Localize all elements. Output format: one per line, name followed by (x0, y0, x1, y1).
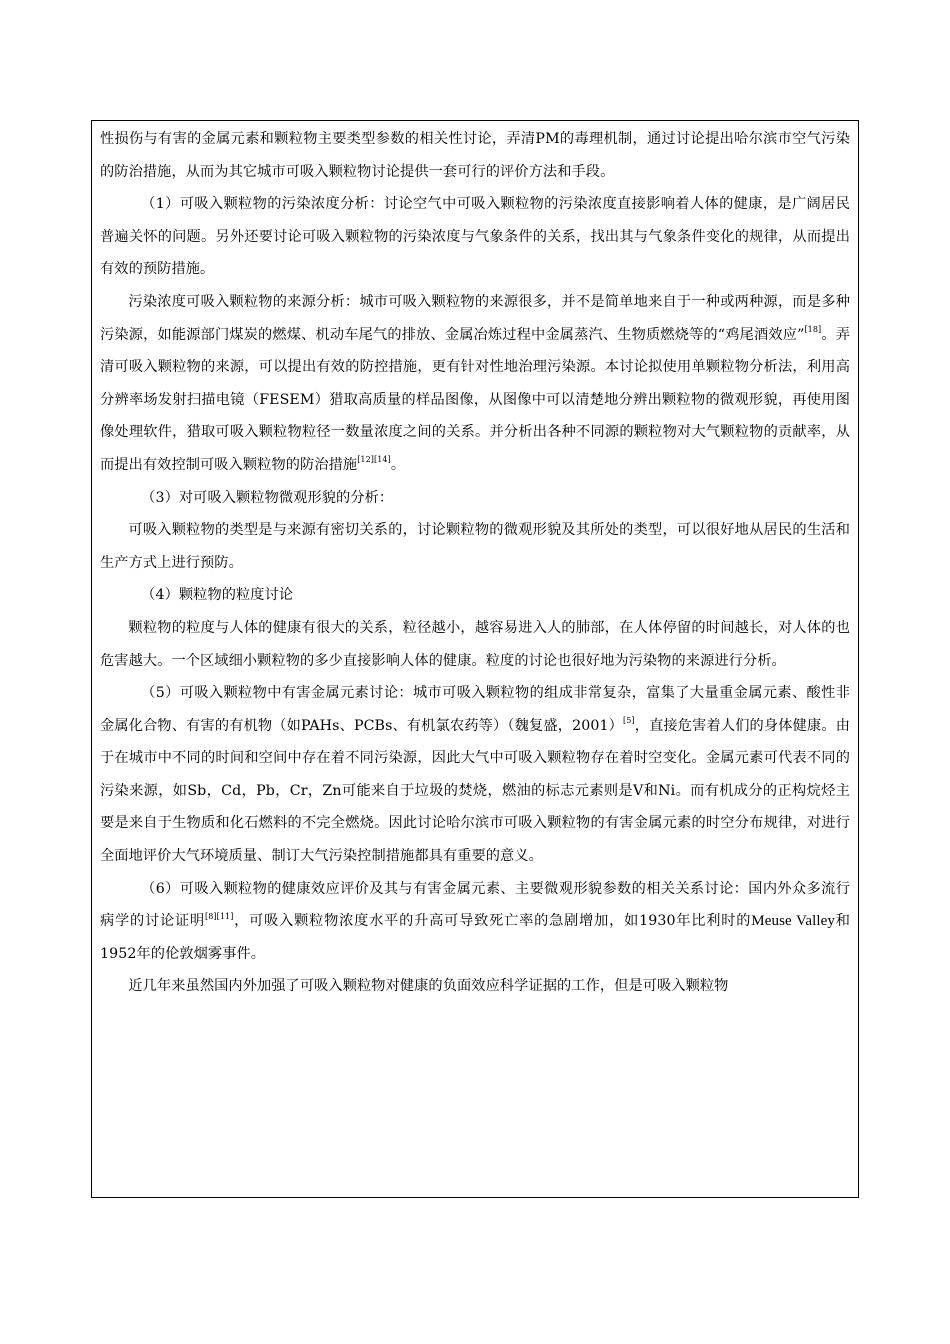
document-body (100, 123, 850, 1003)
meuse-valley-text: Meuse Valley (751, 913, 835, 930)
heading-3-morphology: （3）对可吸入颗粒物微观形貌的分析： (141, 489, 394, 506)
citation-8: [8] (204, 911, 217, 921)
paragraph-source-analysis (100, 286, 850, 482)
health-effects-text-a: （6）可吸入颗粒物的健康效应评价及其与有害金属元素、主要微观形貌参数的相关关系讨论：国内外众多流行病学的讨论证明 (100, 880, 850, 930)
citation-18: [18] (804, 324, 822, 334)
health-effects-text-c: 和1952年的伦敦烟雾事件。 (100, 913, 850, 962)
citation-5: [5] (623, 715, 635, 725)
metal-elements-text-a: （5）可吸入颗粒物中有害金属元素讨论：城市可吸入颗粒物的组成非常复杂，富集了大量重金属元素、酸性非金属化合物、有害的有机物（如PAHs、PCBs、有机氯农药等）（魏复盛，2001） (100, 685, 850, 734)
health-effects-text-b: ，可吸入颗粒物浓度水平的升高可导致死亡率的急剧增加，如1930年比利时的 (233, 913, 752, 930)
paragraph-3-morphology: 可吸入颗粒物的类型是与来源有密切关系的，讨论颗粒物的微观形貌及其所处的类型，可以很好地从居民的生活和生产方式上进行预防。 (100, 522, 850, 571)
citation-12: [12] (357, 455, 375, 465)
document-table-frame (91, 120, 859, 1198)
paragraph-5-metal-elements (100, 677, 850, 873)
paragraph-6-health-effects (100, 873, 850, 971)
paragraph-4-particle-size: 颗粒物的粒度与人体的健康有很大的关系，粒径越小，越容易进入人的肺部，在人体停留的时间越长，对人体的也危害越大。一个区域细小颗粒物的多少直接影响人体的健康。粒度的讨论也很好地为污染物的来源进行分析。 (100, 619, 850, 669)
citation-14: [14] (374, 455, 391, 465)
source-analysis-text-b: 。弄清可吸入颗粒物的来源，可以提出有效的防控措施，更有针对性地治理污染源。本讨论拟使用单颗粒物分析法，利用高分辨率场发射扫描电镜（FESEM）猎取高质量的样品图像，从图像中可以清楚地分辨出颗粒物的微观形貌，再使用图像处理软件，猎取可吸入颗粒物粒径一数量浓度之间的关系。并分析出各种不同源的颗粒物对大气颗粒物的贡献率，从而提出有效控制可吸入颗粒物的防治措施 (100, 326, 851, 473)
metal-elements-text-b: ，直接危害着人们的身体健康。由于在城市中不同的时间和空间中存在着不同污染源，因此大气中可吸入颗粒物存在着时空变化。金属元素可代表不同的污染来源，如Sb，Cd，Pb，Cr，Zn可能来自于垃圾的焚烧，燃油的标志元素则是V和Ni。而有机成分的正构烷烃主要是来自于生物质和化石燃料的不完全燃烧。因此讨论哈尔滨市可吸入颗粒物的有害金属元素的时空分布规律，对进行全面地评价大气环境质量、制订大气污染控制措施都具有重要的意义。 (100, 717, 850, 865)
paragraph-intro-continued: 性损伤与有害的金属元素和颗粒物主要类型参数的相关性讨论，弄清PM的毒理机制，通过讨论提出哈尔滨市空气污染的防治措施，从而为其它城市可吸入颗粒物讨论提供一套可行的评价方法和手段。 (100, 131, 850, 180)
heading-4-particle-size: （4）颗粒物的粒度讨论 (141, 587, 294, 604)
source-analysis-text-a: 污染浓度可吸入颗粒物的来源分析：城市可吸入颗粒物的来源很多，并不是简单地来自于一种或两种源，而是多种污染源，如能源部门煤炭的燃煤、机动车尾气的排放、金属冶炼过程中金属蒸汽、生物质燃烧等的“鸡尾酒效应” (100, 293, 850, 343)
citation-11: [11] (216, 911, 234, 921)
paragraph-1-concentration-analysis: （1）可吸入颗粒物的污染浓度分析：讨论空气中可吸入颗粒物的污染浓度直接影响着人体的健康，是广阔居民普遍关怀的问题。另外还要讨论可吸入颗粒物的污染浓度与气象条件的关系，找出其与气象条件变化的规律，从而提出有效的预防措施。 (100, 196, 850, 278)
source-analysis-end: 。 (390, 456, 406, 473)
paragraph-7-recent-years: 近几年来虽然国内外加强了可吸入颗粒物对健康的负面效应科学证据的工作，但是可吸入颗粒物 (128, 978, 729, 995)
